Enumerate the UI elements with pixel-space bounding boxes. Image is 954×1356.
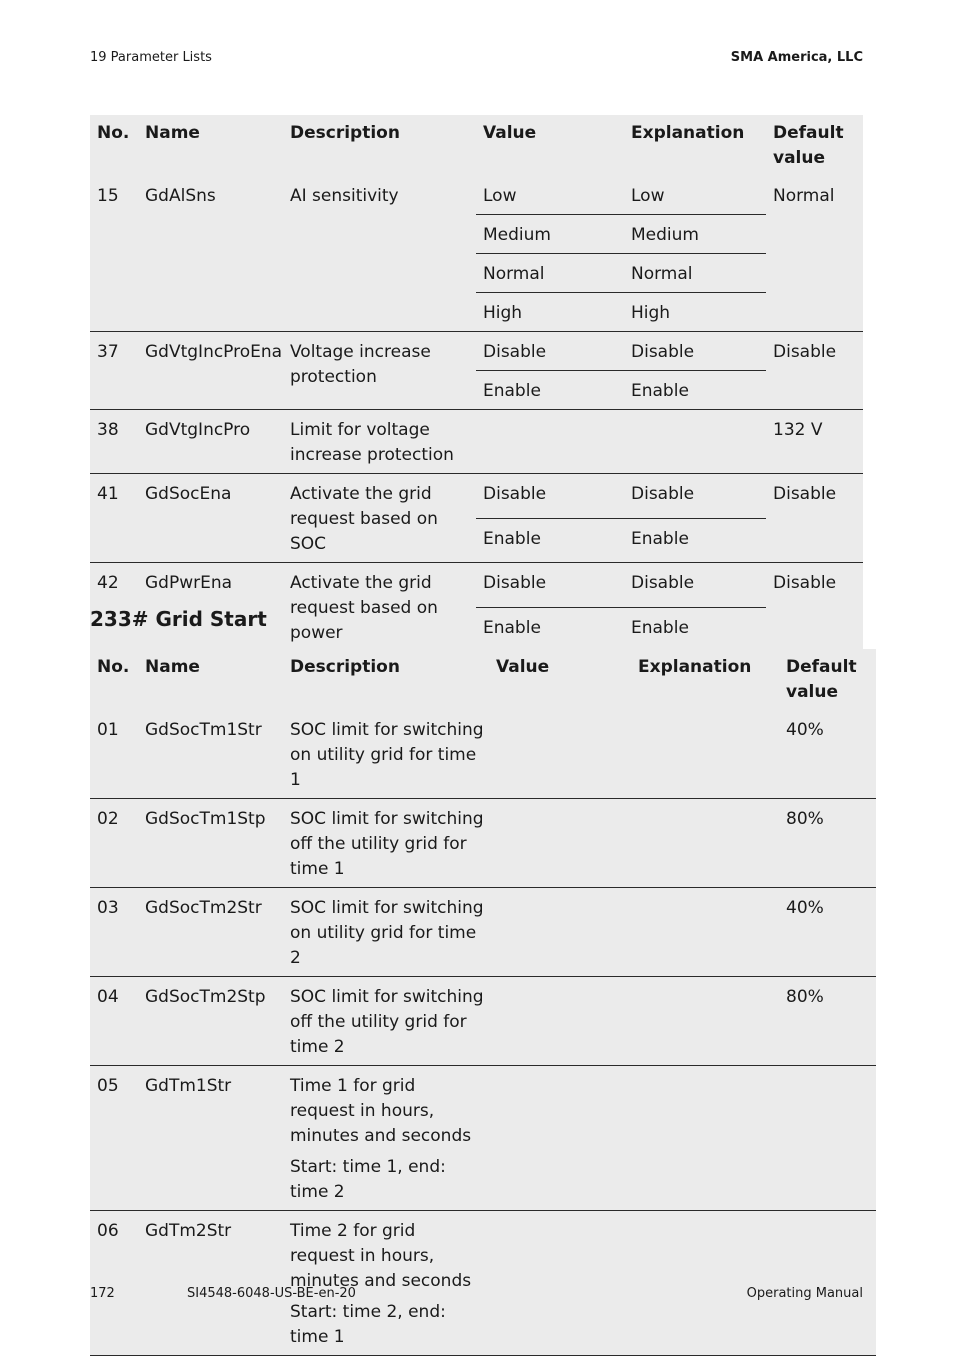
- cell-no: 05: [90, 1066, 138, 1211]
- cell-description: [283, 710, 489, 799]
- description-text: SOC limit for switching off the utility grid for time 2: [290, 987, 484, 1057]
- cell-value: Enable: [476, 518, 624, 563]
- page-number: 172: [90, 1286, 115, 1301]
- column-header-name: Name: [138, 115, 283, 176]
- table-row: [90, 332, 863, 371]
- cell-name: GdSocTm1Str: [138, 710, 283, 799]
- cell-default: Disable: [766, 474, 863, 563]
- description-note: Start: time 1, end: time 2: [290, 1157, 446, 1202]
- running-header-section: 19 Parameter Lists: [90, 50, 212, 65]
- cell-default: [779, 1211, 876, 1356]
- cell-explanation: Enable: [624, 371, 766, 410]
- table-row: [90, 977, 876, 1066]
- cell-name: GdTm2Str: [138, 1211, 283, 1356]
- table-row: [90, 799, 876, 888]
- cell-default: Disable: [766, 332, 863, 410]
- column-header-default: Default value: [779, 649, 876, 710]
- cell-no: 38: [90, 410, 138, 474]
- document-id: SI4548-6048-US-BE-en-20: [187, 1286, 356, 1301]
- cell-name: GdSocTm2Stp: [138, 977, 283, 1066]
- cell-value: Disable: [476, 332, 624, 371]
- cell-description: Activate the grid request based on SOC: [283, 474, 476, 563]
- table-row: [90, 1066, 876, 1211]
- cell-value: [476, 410, 624, 474]
- column-header-description: Description: [283, 115, 476, 176]
- cell-description: [283, 888, 489, 977]
- cell-value: Disable: [476, 563, 624, 608]
- cell-name: GdTm1Str: [138, 1066, 283, 1211]
- cell-no: 03: [90, 888, 138, 977]
- cell-default: 80%: [779, 799, 876, 888]
- cell-default: 40%: [779, 888, 876, 977]
- cell-name: GdVtgIncProEna: [138, 332, 283, 410]
- cell-name: GdSocTm1Stp: [138, 799, 283, 888]
- column-header-value: Value: [489, 649, 631, 710]
- cell-explanation: Medium: [624, 215, 766, 254]
- cell-value: Low: [476, 176, 624, 215]
- cell-explanation: [631, 799, 779, 888]
- cell-explanation: Enable: [624, 607, 766, 652]
- cell-no: 15: [90, 176, 138, 332]
- cell-no: 01: [90, 710, 138, 799]
- parameter-table-1: [90, 115, 863, 652]
- cell-explanation: Low: [624, 176, 766, 215]
- cell-explanation: [631, 1211, 779, 1356]
- cell-name: GdPwrEna: [138, 563, 283, 652]
- table-row: [90, 710, 876, 799]
- cell-explanation: Disable: [624, 563, 766, 608]
- cell-description: Activate the grid request based on power: [283, 563, 476, 652]
- description-text: SOC limit for switching on utility grid for time 2: [290, 898, 484, 968]
- cell-explanation: [631, 888, 779, 977]
- cell-no: 42: [90, 563, 138, 652]
- cell-no: 06: [90, 1211, 138, 1356]
- cell-value: Normal: [476, 254, 624, 293]
- cell-default: Normal: [766, 176, 863, 332]
- cell-description: Voltage increase protection: [283, 332, 476, 410]
- description-text: Time 2 for grid request in hours, minutes and seconds: [290, 1221, 472, 1291]
- cell-explanation: Enable: [624, 518, 766, 563]
- cell-description: [283, 977, 489, 1066]
- cell-no: 04: [90, 977, 138, 1066]
- cell-value: [489, 1211, 631, 1356]
- cell-description: Limit for voltage increase protection: [283, 410, 476, 474]
- table-header-row: [90, 115, 863, 176]
- column-header-explanation: Explanation: [624, 115, 766, 176]
- cell-value: [489, 1066, 631, 1211]
- parameter-table-2: [90, 649, 876, 1356]
- table-row: [90, 410, 863, 474]
- cell-description: [283, 1066, 489, 1211]
- table-row: [90, 474, 863, 519]
- cell-default: [779, 1066, 876, 1211]
- section-title: 233# Grid Start: [90, 607, 267, 631]
- table-row: [90, 176, 863, 215]
- cell-description: [283, 799, 489, 888]
- cell-value: [489, 977, 631, 1066]
- cell-explanation: [631, 710, 779, 799]
- cell-value: Medium: [476, 215, 624, 254]
- column-header-description: Description: [283, 649, 489, 710]
- cell-value: Enable: [476, 607, 624, 652]
- cell-explanation: [631, 1066, 779, 1211]
- cell-description: [283, 1211, 489, 1356]
- table-row: [90, 1211, 876, 1356]
- cell-explanation: Disable: [624, 474, 766, 519]
- cell-default: 80%: [779, 977, 876, 1066]
- column-header-value: Value: [476, 115, 624, 176]
- cell-value: [489, 888, 631, 977]
- cell-explanation: Normal: [624, 254, 766, 293]
- cell-value: High: [476, 293, 624, 332]
- column-header-explanation: Explanation: [631, 649, 779, 710]
- cell-explanation: [631, 977, 779, 1066]
- table-row: [90, 563, 863, 608]
- description-text: SOC limit for switching off the utility grid for time 1: [290, 809, 484, 879]
- column-header-default: Default value: [766, 115, 863, 176]
- cell-value: Disable: [476, 474, 624, 519]
- cell-explanation: High: [624, 293, 766, 332]
- description-note: Start: time 2, end: time 1: [290, 1302, 446, 1347]
- cell-default: 132 V: [766, 410, 863, 474]
- cell-default: 40%: [779, 710, 876, 799]
- cell-name: GdSocEna: [138, 474, 283, 563]
- cell-explanation: [624, 410, 766, 474]
- cell-value: [489, 710, 631, 799]
- description-text: SOC limit for switching on utility grid for time 1: [290, 720, 484, 790]
- cell-no: 37: [90, 332, 138, 410]
- cell-default: Disable: [766, 563, 863, 652]
- cell-value: [489, 799, 631, 888]
- cell-name: GdSocTm2Str: [138, 888, 283, 977]
- description-text: Time 1 for grid request in hours, minutes and seconds: [290, 1076, 472, 1146]
- cell-description: AI sensitivity: [283, 176, 476, 332]
- cell-no: 02: [90, 799, 138, 888]
- table-row: [90, 888, 876, 977]
- document-title: Operating Manual: [746, 1286, 863, 1301]
- cell-no: 41: [90, 474, 138, 563]
- cell-explanation: Disable: [624, 332, 766, 371]
- running-header-company: SMA America, LLC: [730, 50, 863, 65]
- column-header-name: Name: [138, 649, 283, 710]
- cell-value: Enable: [476, 371, 624, 410]
- cell-name: GdVtgIncPro: [138, 410, 283, 474]
- cell-name: GdAlSns: [138, 176, 283, 332]
- column-header-no: No.: [90, 115, 138, 176]
- column-header-no: No.: [90, 649, 138, 710]
- table-header-row: [90, 649, 876, 710]
